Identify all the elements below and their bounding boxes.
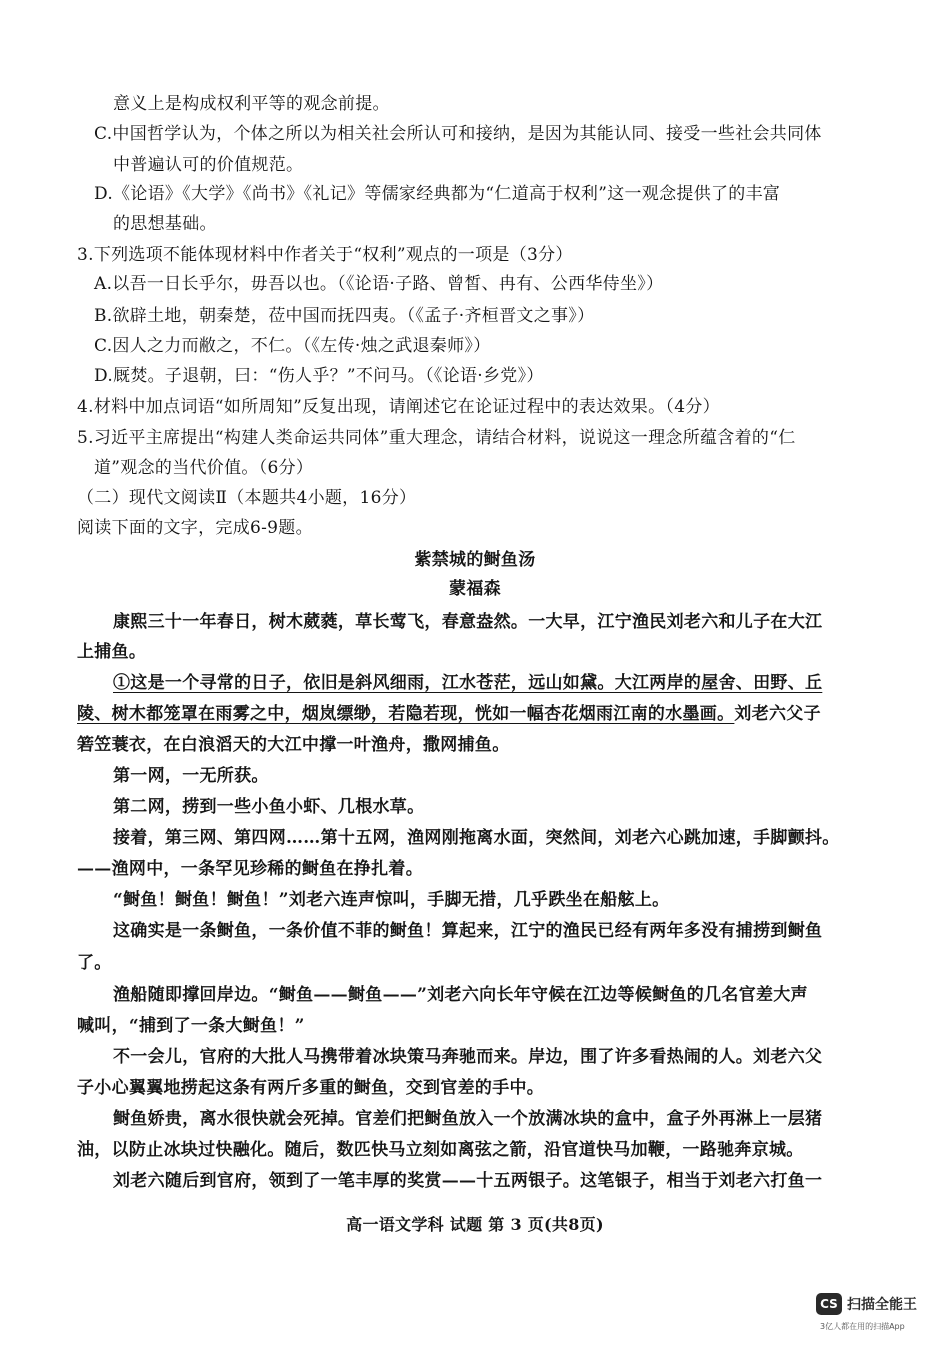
option-c-line: C.中国哲学认为，个体之所以为相关社会所认可和接纳，是因为其能认同、接受一些社会共同体	[94, 124, 822, 144]
paragraph-line: 刘老六随后到官府，领到了一笔丰厚的奖赏——十五两银子。这笔银子，相当于刘老六打鱼一	[113, 1171, 823, 1191]
text-line: 意义上是构成权利平等的观念前提。	[113, 94, 390, 114]
camscanner-logo-icon: CS	[816, 1293, 842, 1315]
question-3-option-d: D.厩焚。子退朝，曰：“伤人乎？”不问马。（《论语·乡党》）	[94, 366, 544, 386]
question-3-option-b: B.欲辟土地，朝秦楚，莅中国而抚四夷。（《孟子·齐桓晋文之事》）	[94, 306, 595, 326]
underlined-passage: 陵、树木都笼罩在雨雾之中，烟岚缥缈，若隐若现，恍如一幅杏花烟雨江南的水墨画。	[77, 704, 735, 724]
question-5-line: 道”观念的当代价值。（6分）	[94, 458, 314, 478]
scanner-watermark	[816, 1291, 936, 1335]
paragraph-line	[77, 703, 821, 725]
section-heading: （二）现代文阅读Ⅱ（本题共4小题，16分）	[77, 488, 417, 508]
question-5-line: 5.习近平主席提出“构建人类命运共同体”重大理念，请结合材料，说说这一理念所蕴含着的“仁	[77, 428, 796, 448]
underlined-passage: ①这是一个寻常的日子，依旧是斜风细雨，江水苍茫，远山如黛。大江两岸的屋舍、田野、丘	[113, 673, 823, 693]
watermark-app-name: 扫描全能王	[847, 1297, 917, 1313]
paragraph-line: 鲥鱼娇贵，离水很快就会死掉。官差们把鲥鱼放入一个放满冰块的盒中，盒子外再淋上一层猪	[113, 1109, 823, 1129]
paragraph-line: “鲥鱼！鲥鱼！鲥鱼！”刘老六连声惊叫，手脚无措，几乎跌坐在船舷上。	[113, 890, 670, 910]
paragraph-text: 刘老六父子	[734, 704, 821, 724]
paragraph-line: 了。	[77, 953, 112, 973]
question-3-option-c: C.因人之力而敝之，不仁。（《左传·烛之武退秦师》）	[94, 336, 491, 356]
paragraph-line: 油，以防止冰块过快融化。随后，数匹快马立刻如离弦之箭，沿官道快马加鞭，一路驰奔京城。	[77, 1140, 804, 1160]
text-line: 中普遍认可的价值规范。	[113, 155, 304, 175]
paragraph-line: 接着，第三网、第四网……第十五网，渔网刚拖离水面，突然间，刘老六心跳加速，手脚颤抖。	[113, 828, 840, 848]
paragraph-line: 上捕鱼。	[77, 642, 147, 662]
question-3-option-a: A.以吾一日长乎尔，毋吾以也。（《论语·子路、曾皙、冉有、公西华侍坐》）	[94, 274, 664, 294]
paragraph-line: 这确实是一条鲥鱼，一条价值不菲的鲥鱼！算起来，江宁的渔民已经有两年多没有捕捞到鲥鱼	[113, 921, 823, 941]
paragraph-line: 子小心翼翼地捞起这条有两斤多重的鲥鱼，交到官差的手中。	[77, 1078, 545, 1098]
question-4: 4.材料中加点词语“如所周知”反复出现，请阐述它在论证过程中的表达效果。（4分）	[77, 397, 720, 417]
paragraph-line: 渔船随即撑回岸边。“鲥鱼——鲥鱼——”刘老六向长年守候在江边等候鲥鱼的几名官差大声	[113, 985, 808, 1005]
paragraph-line: 喊叫，“捕到了一条大鲥鱼！”	[77, 1016, 305, 1036]
paragraph-line: 不一会儿，官府的大批人马携带着冰块策马奔驰而来。岸边，围了许多看热闹的人。刘老六父	[113, 1047, 823, 1067]
paragraph-line: ——渔网中，一条罕见珍稀的鲥鱼在挣扎着。	[77, 859, 423, 879]
option-d-line: D.《论语》《大学》《尚书》《礼记》等儒家经典都为“仁道高于权利”这一观念提供了的丰富	[94, 184, 781, 204]
paragraph-line: 箬笠蓑衣，在白浪滔天的大江中撑一叶渔舟，撒网捕鱼。	[77, 735, 510, 755]
text-line: 的思想基础。	[113, 214, 217, 234]
story-title: 紫禁城的鲥鱼汤	[414, 550, 536, 570]
story-author: 蒙福森	[449, 579, 501, 599]
page-footer: 高一语文学科 试题 第 3 页(共8页)	[346, 1215, 604, 1234]
paragraph-line: 第一网，一无所获。	[113, 766, 269, 786]
paragraph-line: 第二网，捞到一些小鱼小虾、几根水草。	[113, 797, 425, 817]
watermark-tagline: 3亿人都在用的扫描App	[820, 1322, 905, 1331]
question-3-stem: 3.下列选项不能体现材料中作者关于“权利”观点的一项是（3分）	[77, 245, 573, 265]
paragraph-line: 康熙三十一年春日，树木葳蕤，草长莺飞，春意盎然。一大早，江宁渔民刘老六和儿子在大江	[113, 612, 823, 632]
section-instruction: 阅读下面的文字，完成6-9题。	[77, 518, 313, 538]
